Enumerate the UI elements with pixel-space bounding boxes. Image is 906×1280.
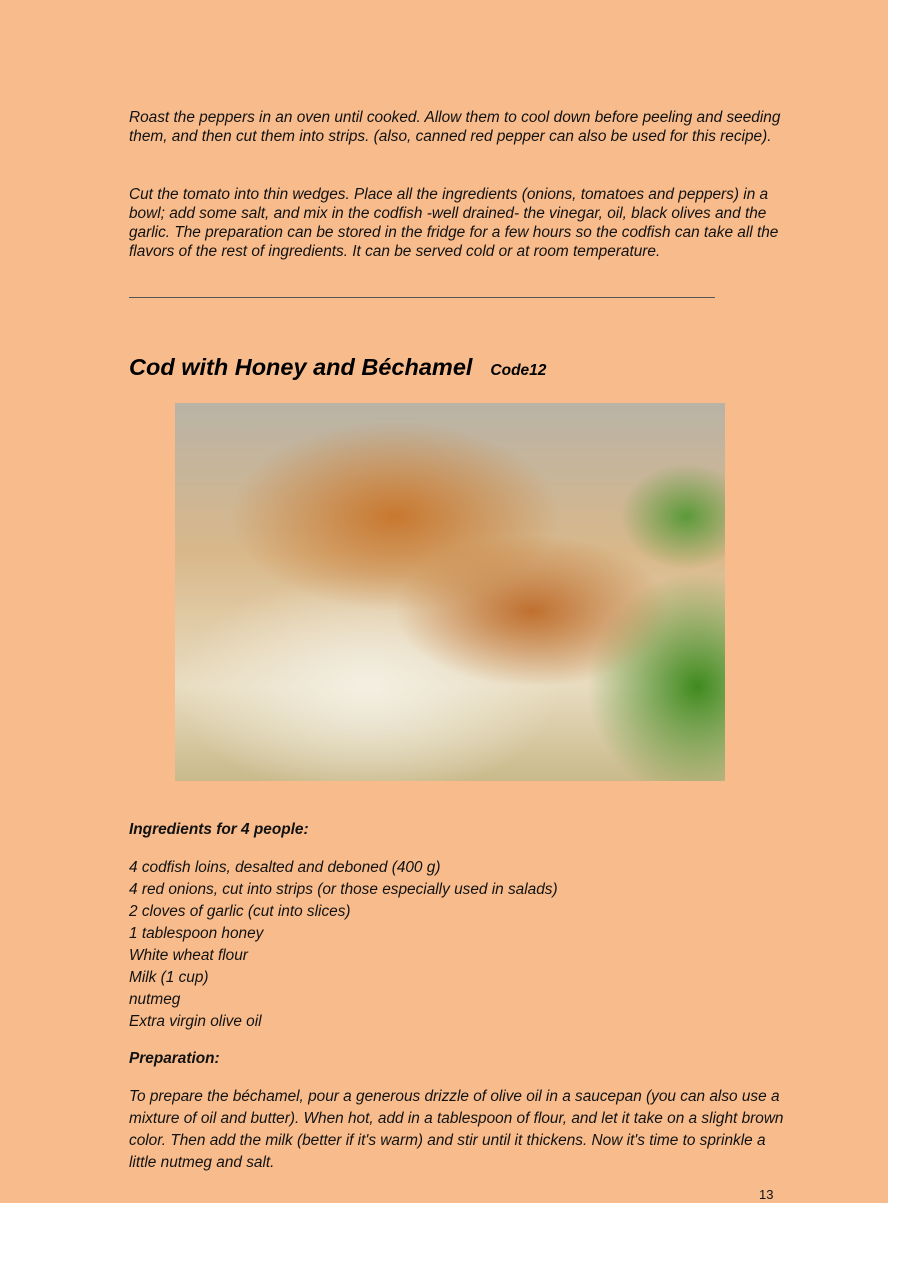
recipe-title-text: Cod with Honey and Béchamel — [129, 354, 473, 380]
ingredient-item: 4 codfish loins, desalted and deboned (400 g) — [129, 859, 441, 876]
ingredient-item: 2 cloves of garlic (cut into slices) — [129, 903, 351, 920]
recipe-photo — [175, 403, 725, 781]
ingredients-list — [129, 857, 789, 1033]
preparation-heading: Preparation: — [129, 1050, 220, 1067]
preparation-text: To prepare the béchamel, pour a generous drizzle of olive oil in a saucepan (you can also use a mixture of oil and butter). When hot, add in a tablespoon of flour, and let it take on a slight brown color. Then add the milk (better if it's warm) and stir until it thickens. Now it's time to sprinkle a little nutmeg and salt. — [129, 1088, 784, 1171]
ingredient-item: Extra virgin olive oil — [129, 1013, 262, 1030]
ingredient-item: 4 red onions, cut into strips (or those especially used in salads) — [129, 881, 558, 898]
page-number: 13 — [759, 1187, 774, 1202]
intro-paragraph-1: Roast the peppers in an oven until cooked. Allow them to cool down before peeling and seeding them, and then cut them into strips. (also, canned red pepper can also be used for this recipe). — [129, 109, 781, 145]
ingredient-item: White wheat flour — [129, 947, 248, 964]
ingredient-item: 1 tablespoon honey — [129, 925, 264, 942]
section-divider — [129, 297, 715, 298]
ingredient-item: Milk (1 cup) — [129, 969, 209, 986]
intro-paragraph-2: Cut the tomato into thin wedges. Place all the ingredients (onions, tomatoes and peppers) in a bowl; add some salt, and mix in the codfish -well drained- the vinegar, oil, black olives and the garlic. The preparation can be stored in the fridge for a few hours so the codfish can take all the flavors of the rest of ingredients. It can be served cold or at room temperature. — [129, 186, 779, 260]
ingredients-heading: Ingredients for 4 people: — [129, 821, 309, 838]
recipe-title — [129, 354, 546, 381]
ingredient-item: nutmeg — [129, 991, 181, 1008]
recipe-code: Code12 — [490, 362, 547, 379]
